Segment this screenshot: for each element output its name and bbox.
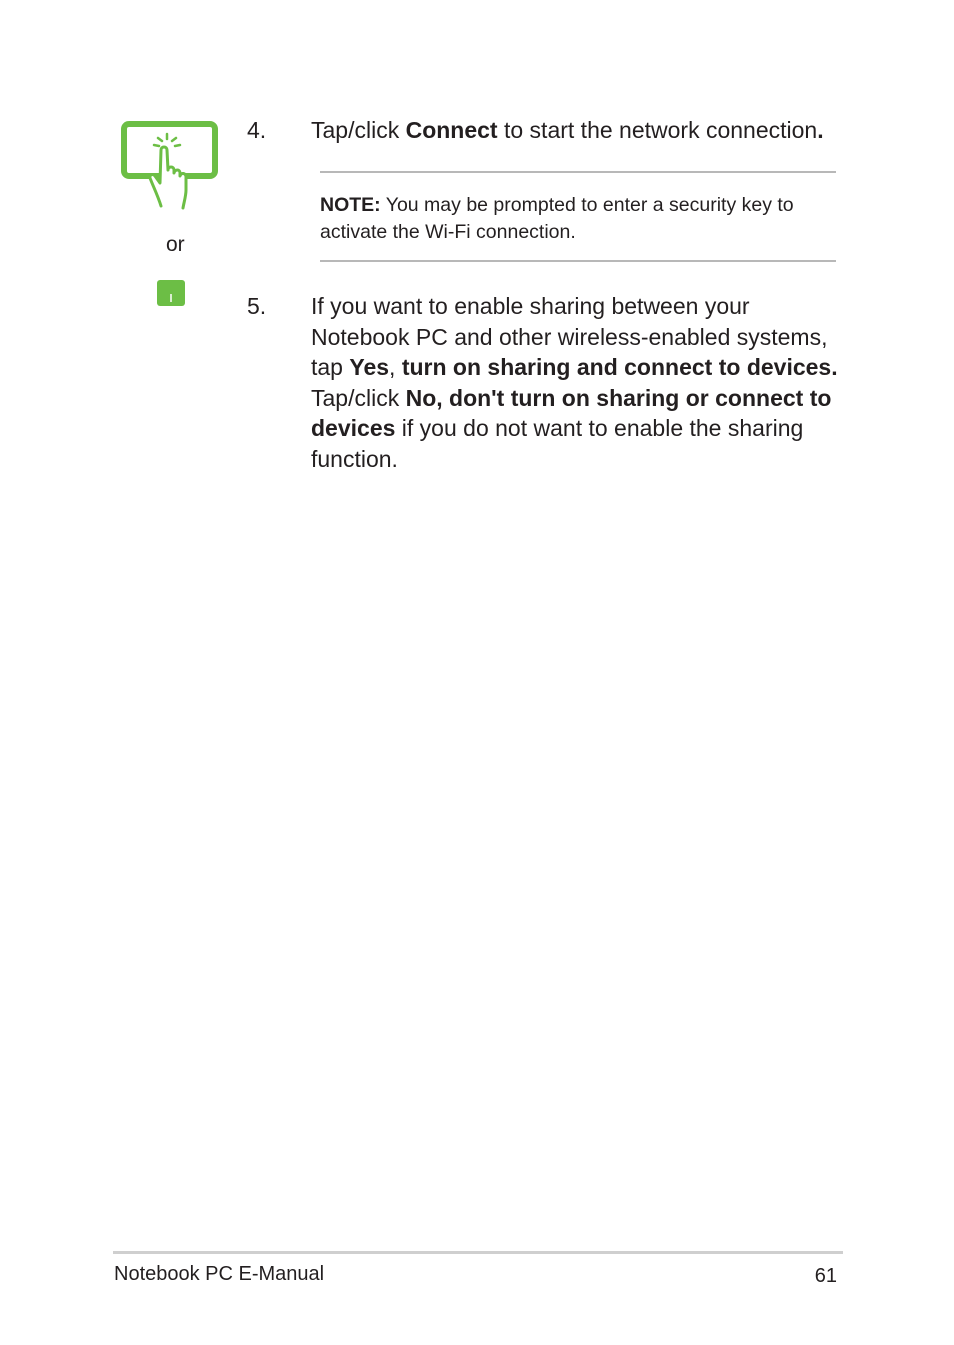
touchpad-click-icon bbox=[156, 279, 186, 307]
text-run: tap bbox=[311, 354, 350, 381]
text-run: if you do not want to enable the sharing bbox=[395, 415, 804, 442]
text-run: to start the network connection bbox=[497, 117, 818, 143]
bold-text-run: turn on sharing and connect to devices. bbox=[401, 354, 838, 381]
bold-text-run: devices bbox=[311, 415, 396, 442]
step-text bbox=[311, 291, 841, 475]
note-text-line1: You may be prompted to enter a security key to bbox=[380, 194, 794, 216]
text-run: , bbox=[389, 354, 402, 381]
step-text bbox=[311, 115, 841, 146]
text-run: If you want to enable sharing between your bbox=[311, 293, 750, 319]
text-run: Tap/click bbox=[311, 117, 406, 143]
footer-divider bbox=[113, 1251, 843, 1254]
note-label: NOTE: bbox=[320, 194, 381, 216]
or-label: or bbox=[166, 233, 185, 256]
bold-text-run: No, don't turn on sharing or connect to bbox=[405, 384, 832, 411]
tap-hand-on-touchscreen-icon bbox=[120, 120, 220, 212]
step-number: 4. bbox=[247, 117, 267, 143]
text-run: Tap/click bbox=[311, 384, 406, 411]
note-text-line2: activate the Wi-Fi connection. bbox=[320, 221, 576, 243]
bold-text-run: . bbox=[817, 117, 824, 143]
step-number: 5. bbox=[247, 293, 267, 319]
text-run: Notebook PC and other wireless-enabled systems, bbox=[311, 323, 828, 350]
bold-text-run: Yes bbox=[349, 354, 390, 381]
text-run: function. bbox=[311, 445, 398, 472]
page-number: 61 bbox=[814, 1265, 837, 1287]
footer-title: Notebook PC E-Manual bbox=[114, 1263, 325, 1285]
bold-text-run: Connect bbox=[405, 117, 498, 143]
note-box bbox=[320, 171, 836, 262]
